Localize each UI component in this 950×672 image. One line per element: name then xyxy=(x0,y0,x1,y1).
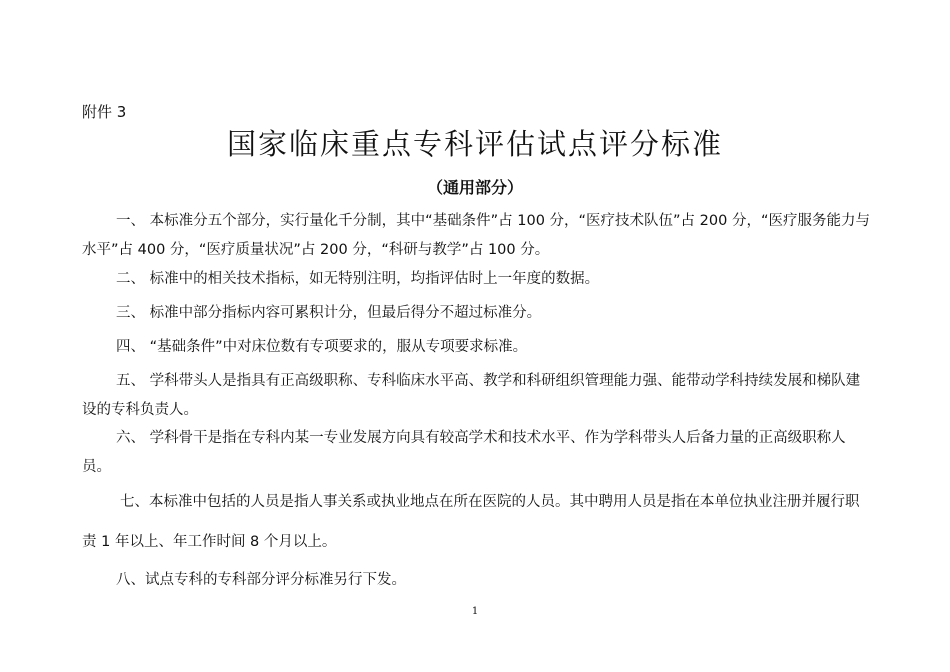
paragraph-4: 四、 “基础条件”中对床位数有专项要求的，服从专项要求标准。 xyxy=(116,339,528,355)
paragraph-6: 六、 学科骨干是指在专科内某一专业发展方向具有较高学术和技术水平、作为学科带头人后备力量的正高级职称人员。 xyxy=(82,430,846,475)
paragraph-5: 五、 学科带头人是指具有正高级职称、专科临床水平高、教学和科研组织管理能力强、能带动学科持续发展和梯队建设的专科负责人。 xyxy=(82,373,861,418)
paragraph-3: 三、 标准中部分指标内容可累积计分，但最后得分不超过标准分。 xyxy=(116,305,542,321)
annex-label: 附件 3 xyxy=(82,103,127,121)
paragraph-2: 二、 标准中的相关技术指标，如无特别注明，均指评估时上一年度的数据。 xyxy=(116,271,600,287)
document-title: 国家临床重点专科评估试点评分标准 xyxy=(226,127,723,161)
paragraph-7: 七、本标准中包括的人员是指人事关系或执业地点在所在医院的人员。其中聘用人员是指在本单位执业注册并履行职责 1 年以上、年工作时间 8 个月以上。 xyxy=(82,494,860,550)
page-number: 1 xyxy=(471,606,479,617)
document-subtitle: （通用部分） xyxy=(426,178,523,197)
paragraph-1: 一、 本标准分五个部分，实行量化千分制，其中“基础条件”占 100 分，“医疗技术队伍”占 200 分，“医疗服务能力与水平”占 400 分，“医疗质量状况”占 200 分，“科研与教学”占 100 分。 xyxy=(82,213,870,258)
paragraph-8: 八、试点专科的专科部分评分标准另行下发。 xyxy=(116,572,406,588)
